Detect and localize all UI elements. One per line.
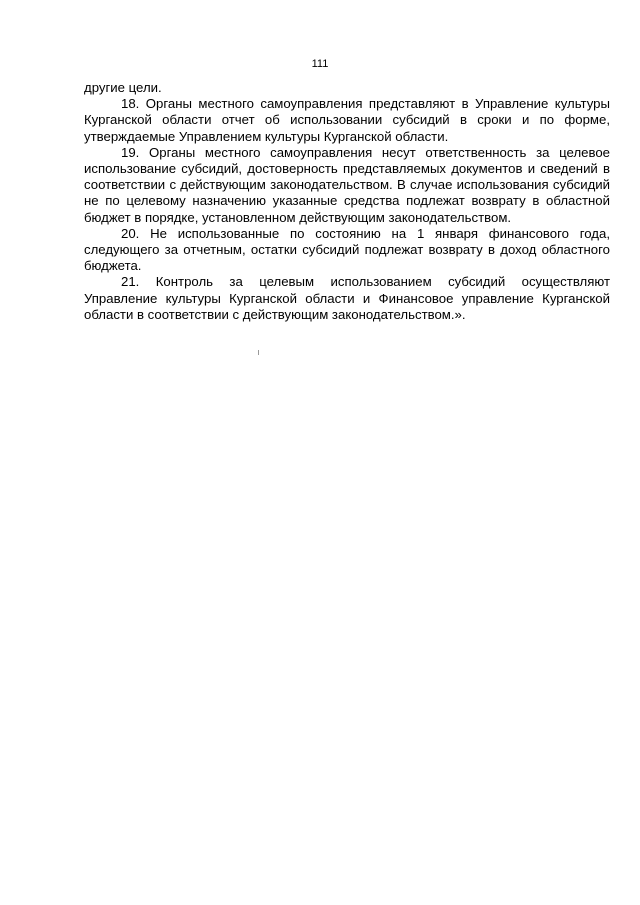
page-number: 111 bbox=[311, 58, 329, 70]
paragraph-18: 18. Органы местного самоуправления представляют в Управление культуры Курганской области отчет об использовании субсидий в сроки и по форме, утверждаемые Управлением культуры Курганской области. bbox=[84, 96, 610, 144]
scan-artifact-mark bbox=[258, 350, 259, 355]
paragraph-continuation: другие цели. bbox=[84, 80, 162, 95]
paragraph-19: 19. Органы местного самоуправления несут ответственность за целевое использование субсидий, достоверность представляемых документов и сведений в соответствии с действующим законодательством. В случае использования субсидий не по целевому назначению указанные средства подлежат возврату в областной бюджет в порядке, установленном действующим законодательством. bbox=[84, 144, 610, 225]
paragraph-20: 20. Не использованные по состоянию на 1 января финансового года, следующего за отчетным, остатки субсидий подлежат возврату в доход областного бюджета. bbox=[84, 225, 610, 274]
paragraph-21: 21. Контроль за целевым использованием субсидий осуществляют Управление культуры Курганской области и Финансовое управление Курганской области в соответствии с действующим законодательством.». bbox=[84, 274, 610, 322]
document-body bbox=[84, 80, 610, 323]
